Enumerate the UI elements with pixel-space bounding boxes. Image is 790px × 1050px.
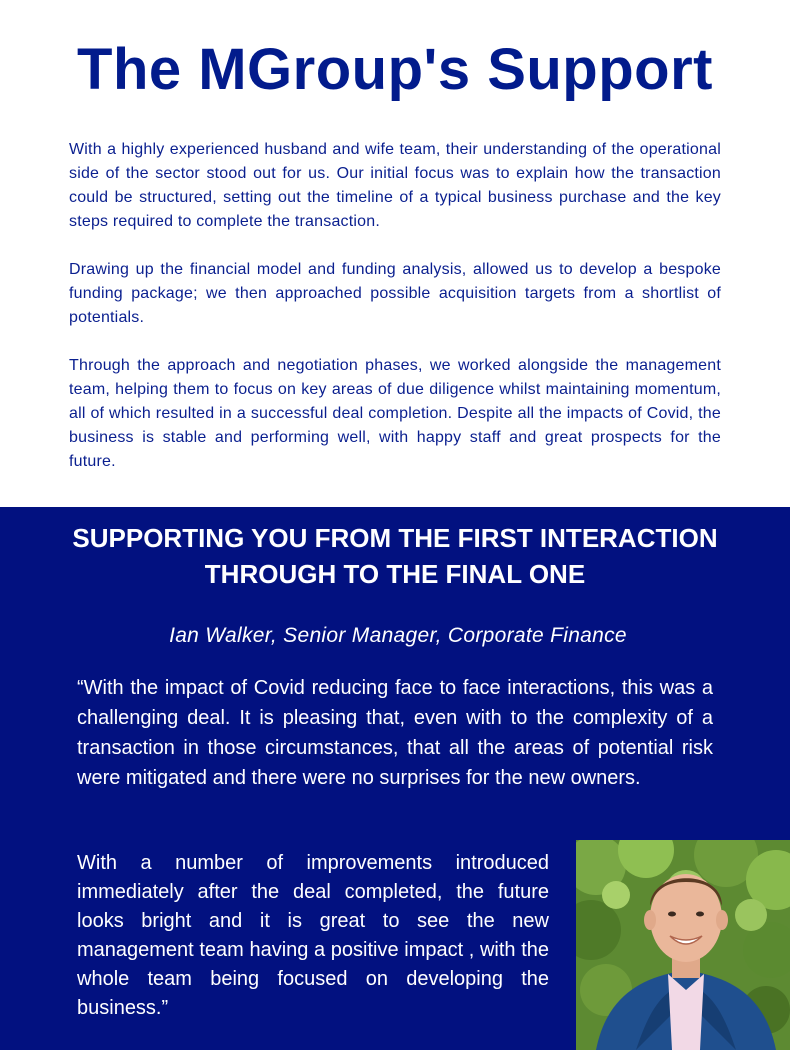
portrait-illustration: [576, 840, 790, 1050]
testimonial-quote-part-2: With a number of improvements introduced immediately after the deal completed, the future looks bright and it is great to see the new management team having a positive impact , with the whole team being focused on developing the business.”: [77, 852, 549, 1019]
testimonial-heading: SUPPORTING YOU FROM THE FIRST INTERACTION THROUGH TO THE FINAL ONE: [72, 523, 718, 589]
intro-section: [69, 138, 721, 498]
page-title: The MGroup's Support: [77, 37, 713, 102]
intro-paragraph-2: Drawing up the financial model and funding analysis, allowed us to develop a bespoke funding package; we then approached possible acquisition targets from a shortlist of potentials.: [69, 261, 721, 326]
testimonial-quote-part-1: “With the impact of Covid reducing face to face interactions, this was a challenging deal. It is pleasing that, even with to the complexity of a transaction in those circumstances, that all the areas of potential risk were mitigated and there were no surprises for the new owners.: [77, 677, 713, 789]
intro-paragraph-1: With a highly experienced husband and wife team, their understanding of the operational side of the sector stood out for us. Our initial focus was to explain how the transaction could be structured, setting out the timeline of a typical business purchase and the key steps required to complete the transaction.: [69, 141, 721, 230]
intro-paragraph-3: Through the approach and negotiation phases, we worked alongside the management team, helping them to focus on key areas of due diligence whilst maintaining momentum, all of which resulted in a successful deal completion. Despite all the impacts of Covid, the business is stable and performing well, with happy staff and great prospects for the future.: [69, 357, 721, 470]
testimonial-author: Ian Walker, Senior Manager, Corporate Finance: [169, 624, 627, 647]
author-photo: [576, 840, 790, 1050]
